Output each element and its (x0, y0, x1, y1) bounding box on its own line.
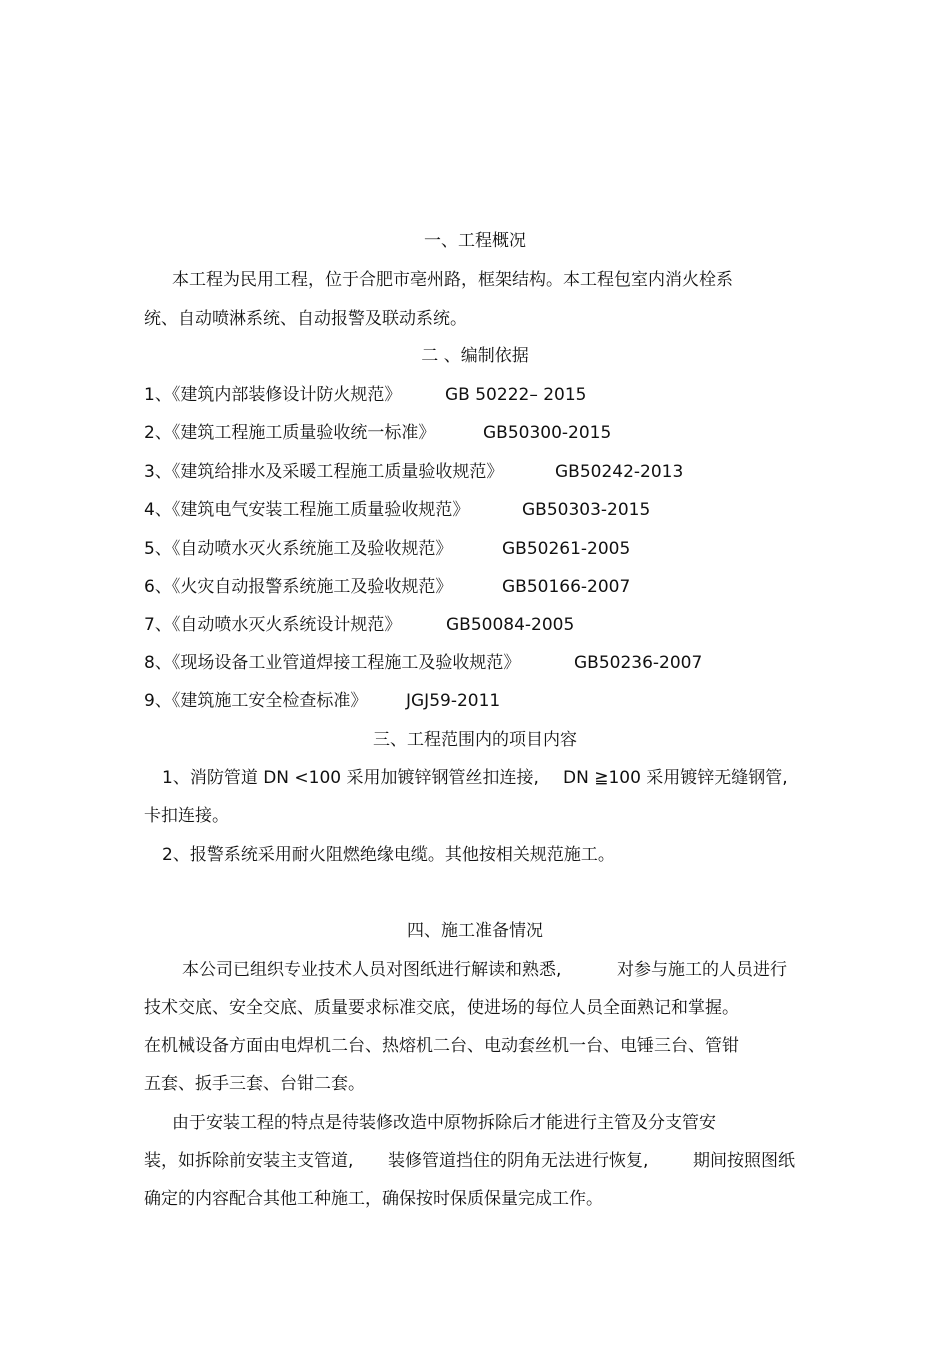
section4-p2-line1: 由于安装工程的特点是待装修改造中原物拆除后才能进行主管及分支管安 (172, 1113, 716, 1133)
standard-code: GB50261-2005 (502, 539, 631, 559)
standard-item (144, 384, 401, 406)
standard-item (144, 422, 435, 444)
standard-number: 7、 (144, 615, 172, 635)
standard-number: 3、 (144, 462, 172, 482)
standard-title: 《建筑工程施工质量验收统一标准》 (171, 423, 436, 443)
standard-item (144, 614, 401, 636)
standard-title: 《建筑电气安装工程施工质量验收规范》 (171, 500, 470, 520)
standard-item (144, 499, 469, 521)
standard-number: 1、 (144, 385, 172, 405)
section4-p2-line2-part3: 期间按照图纸 (693, 1151, 795, 1171)
standard-item (144, 461, 503, 483)
standard-number: 2、 (144, 423, 172, 443)
standard-code: GB50303-2015 (522, 500, 651, 520)
standard-item (144, 652, 520, 674)
section1-heading: 一、工程概况 (424, 231, 526, 251)
standard-code: GB50166-2007 (502, 577, 631, 597)
section3-item1-part2: DN ≧100 采用镀锌无缝钢管, (563, 768, 788, 788)
section3-item2: 2、报警系统采用耐火阻燃绝缘电缆。其他按相关规范施工。 (162, 845, 615, 865)
standard-code: GB50084-2005 (446, 615, 575, 635)
standard-item (144, 690, 367, 712)
standard-code: GB50300-2015 (483, 423, 612, 443)
section1-paragraph-line1: 本工程为民用工程，位于合肥市亳州路，框架结构。本工程包室内消火栓系 (172, 270, 733, 290)
standard-code: GB50242-2013 (555, 462, 684, 482)
standard-item (144, 538, 452, 560)
section4-p2-line3: 确定的内容配合其他工种施工，确保按时保质保量完成工作。 (144, 1189, 603, 1209)
standard-title: 《建筑施工安全检查标准》 (171, 691, 368, 711)
standard-number: 6、 (144, 577, 172, 597)
section4-p2-line2-part1: 装，如拆除前安装主支管道, (144, 1151, 354, 1171)
standard-title: 《自动喷水灭火系统设计规范》 (171, 615, 402, 635)
standard-code: GB 50222– 2015 (445, 385, 587, 405)
standard-title: 《自动喷水灭火系统施工及验收规范》 (171, 539, 453, 559)
section4-p1-line2: 技术交底、安全交底、质量要求标准交底，使进场的每位人员全面熟记和掌握。 (144, 998, 739, 1018)
section2-heading: 二 、编制依据 (421, 346, 529, 366)
standard-code: JGJ59-2011 (406, 691, 501, 711)
standard-title: 《火灾自动报警系统施工及验收规范》 (171, 577, 453, 597)
section4-heading: 四、施工准备情况 (407, 921, 543, 941)
standard-item (144, 576, 452, 598)
section4-p2-line2-part2: 装修管道挡住的阴角无法进行恢复, (388, 1151, 649, 1171)
section3-item1-part1: 1、消防管道 DN <100 采用加镀锌钢管丝扣连接, (162, 768, 539, 788)
section3-item1-line2: 卡扣连接。 (144, 806, 229, 826)
standard-title: 《现场设备工业管道焊接工程施工及验收规范》 (171, 653, 521, 673)
standard-title: 《建筑给排水及采暖工程施工质量验收规范》 (171, 462, 504, 482)
standard-number: 8、 (144, 653, 172, 673)
section4-p1-line4: 五套、扳手三套、台钳二套。 (144, 1074, 365, 1094)
section1-paragraph-line2: 统、自动喷淋系统、自动报警及联动系统。 (144, 309, 467, 329)
section4-p1-line1-part1: 本公司已组织专业技术人员对图纸进行解读和熟悉, (182, 960, 562, 980)
standard-number: 4、 (144, 500, 172, 520)
section4-p1-line3: 在机械设备方面由电焊机二台、热熔机二台、电动套丝机一台、电锤三台、管钳 (144, 1036, 739, 1056)
standard-title: 《建筑内部装修设计防火规范》 (171, 385, 402, 405)
section4-p1-line1-part2: 对参与施工的人员进行 (617, 960, 787, 980)
standard-number: 9、 (144, 691, 172, 711)
section3-heading: 三、工程范围内的项目内容 (373, 730, 577, 750)
standard-number: 5、 (144, 539, 172, 559)
standard-code: GB50236-2007 (574, 653, 703, 673)
